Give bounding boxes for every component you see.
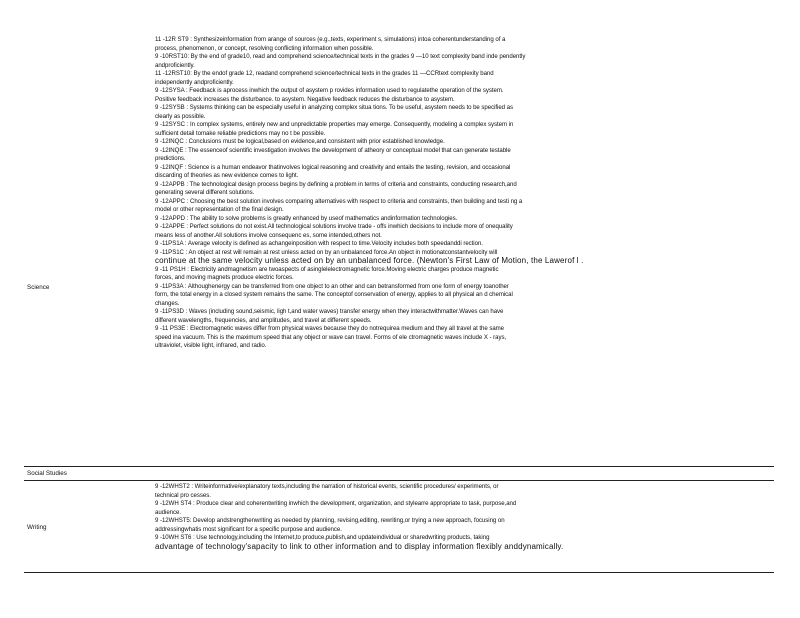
standard-line: 9 -12SYSA : Feedback is aprocess inwhich the output of asystem p rovides information used to regulatethe operation of the system. (155, 87, 504, 94)
standard-line: advantage of technology'sapacity to link to other information and to display information flexibly anddynamically. (155, 542, 564, 551)
standard-line: 9 -12SYSC : In complex systems, entirely new and unpredictable properties may emerge. Consequently, modeling a complex system in (155, 121, 514, 128)
standard-line: means less of another.All solutions involve consequenc es, some intended,others not. (155, 231, 382, 239)
science-standards (155, 36, 768, 351)
standard-line: changes. (155, 299, 180, 307)
standard-line: 11 -12R ST9 : Synthesizeinformation from arange of sources (e.g.,texts, experiment s, simulations) intoa coherentunderstanding of a (155, 36, 506, 43)
row-divider (24, 480, 774, 481)
standard-line: andproficiently. (155, 61, 195, 69)
standard-line: 9 -12SYSB : Systems thinking can be especially useful in analyzing complex situa tions. To be useful, asystem needs to be specified as (155, 104, 513, 111)
subject-social-studies: Social Studies (27, 470, 67, 477)
row-divider (24, 572, 774, 573)
standard-line: 9 -12INQC : Conclusions must be logical,based on evidence,and consistent with prior established knowledge. (155, 138, 445, 145)
standard-line: 9 -11 PS3E : Electromagnetic waves differ from physical waves because they do notrequirea medium and they all travel at the same (155, 325, 505, 332)
standard-line: 9 -12WH ST4 : Produce clear and coherentwriting inwhich the development, organization, and stylearre appropriate to task, purpose,and (155, 500, 517, 507)
standard-line: model or other representation of the final design. (155, 206, 284, 213)
standard-line: 9 -10WH ST6 : Use technology,including the Internet,to produce,publish,and updateindividual or sharedwriting products, taking (155, 534, 490, 541)
standard-line: Positive feedback increases the disturbance. to asystem. Negative feedback reduces the disturbance to asystem. (155, 95, 455, 103)
standard-line: 9 -12INQE : The essenceof scientific investigation involves the development of atheory or conceptual model that can generate testable (155, 146, 511, 154)
standard-line: 9 -11PS1C : An object at rest will remain at rest unless acted on by an unbalanced force.An object in motionatconstantvelocity will (155, 248, 498, 256)
standard-line: technical pro cesses. (155, 491, 211, 499)
standard-line: predictions. (155, 155, 186, 162)
standard-line: different wavelengths, frequencies, and amplitudes, and travel at different speeds. (155, 316, 372, 324)
standard-line: 9 -11 PS1H : Electricity andmagnetism are twoaspects of asinglelelectromagnetic force.Moving electric charges produce magnetic (155, 265, 499, 273)
standard-line: form, the total energy in a closed system remains the same. The conceptof conservation of energy, applies to all physical an d chemical (155, 291, 513, 298)
standard-line: 9 -12APPC : Choosing the best solution involves comparing alternatives with respect to criteria and constraints, then building and testi ng a (155, 197, 523, 205)
standard-line: 9 -11PS1A : Average velocity is defined as achangeinposition with respect to time.Velocity includes both speedanddi rection. (155, 240, 483, 247)
writing-standards (155, 483, 768, 551)
standard-line: 9 -12APPB : The technological design process begins by defining a problem in terms of criteria and constraints, conducting research,and (155, 180, 517, 188)
standard-line: clearly as possible. (155, 112, 206, 120)
standard-line: 9 -12INQF : Science is a human endeavor thatinvolves logical reasoning and creativity and entails the testing, revision, and occasional (155, 163, 511, 171)
standard-line: speed ina vacuum. This is the maximum speed that any object or wave can travel. Forms of ele ctromagnetic waves include X - rays, (155, 333, 507, 341)
standard-line: forces, and moving magnets produce electric forces. (155, 274, 294, 281)
standard-line: continue at the same velocity unless acted on by an unbalanced force. (Newton's First Law of Motion, the Lawerof l . (155, 257, 584, 265)
subject-science: Science (27, 284, 50, 291)
standard-line: ultraviolet, visible light, infrared, and radio. (155, 342, 267, 349)
standard-line: generating several different solutions. (155, 189, 255, 196)
standard-line: independently andproficiently. (155, 78, 234, 86)
standard-line: 9 -11PS3A : Althoughenergy can be transferred from one object to an other and can betransformed from one form of energy toanother (155, 282, 509, 290)
standard-line: addressingwhatis most significant for a specific purpose and audience. (155, 525, 342, 533)
standard-line: 11 -12RST10: By the endof grade 12, readand comprehend science/technical texts in the grades 11 —CCRtext complexity band (155, 70, 494, 77)
standard-line: audience. (155, 508, 181, 516)
standard-line: process, phenomenon, or concept, resolving conflicting information when possible. (155, 44, 374, 52)
standard-line: discarding of theories as new evidence comes to light. (155, 172, 299, 179)
subject-writing: Writing (27, 524, 47, 531)
standard-line: 9 -12APPE : Perfect solutions do not exist.All technological solutions involve trade - offs inwhich decisions to include more of onequality (155, 223, 513, 230)
row-divider (24, 466, 774, 467)
standard-line: 9 -12WHST5: Develop andstrengthenwriting as needed by planning, revising,editing, rewriting,or trying a new approach, focusing on (155, 517, 505, 524)
standard-line: 9 -10RST10: By the end of grade10, read and comprehend science/technical texts in the grades 9 —10 text complexity band inde pendently (155, 53, 526, 60)
standard-line: 9 -11PS3D : Waves (including sound,seismic, ligh t,and water waves) transfer energy when they interactwithmatter.Waves can have (155, 308, 504, 315)
standard-line: 9 -12WHST2 : Writeinformative/explanatory texts,including the narration of historical events, scientific procedures/ experiments, or (155, 483, 499, 490)
standard-line: sufficient detail tomake reliable predictions may no t be possible. (155, 129, 326, 137)
standard-line: 9 -12APPD : The ability to solve problems is greatly enhanced by useof mathematics andinformation technologies. (155, 214, 458, 222)
